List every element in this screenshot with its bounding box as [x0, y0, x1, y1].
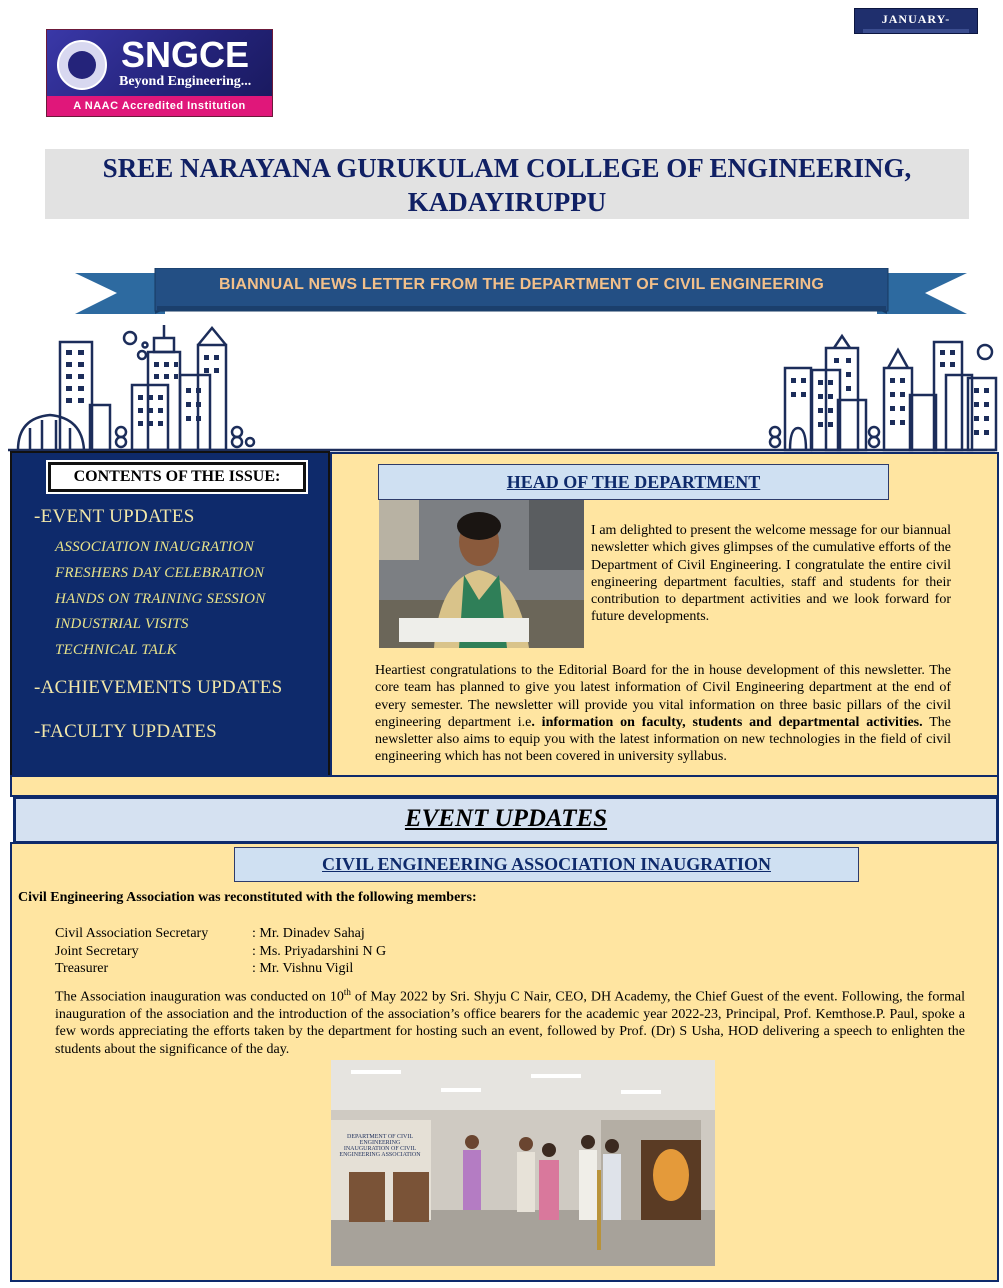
contents-event-item: TECHNICAL TALK — [55, 642, 177, 658]
section-divider — [10, 775, 999, 797]
date-suffix: th — [343, 987, 351, 997]
association-title: CIVIL ENGINEERING ASSOCIATION INAUGRATION — [234, 847, 859, 882]
logo-name: SNGCE — [121, 34, 250, 75]
contents-event-item: FRESHERS DAY CELEBRATION — [55, 565, 265, 581]
association-intro: Civil Engineering Association was reconstituted with the following members: — [18, 890, 477, 905]
member-name: : Ms. Priyadarshini N G — [252, 944, 387, 959]
event-photo — [331, 1060, 715, 1266]
member-role: Civil Association Secretary — [55, 926, 209, 941]
contents-faculty: -FACULTY UPDATES — [34, 721, 218, 742]
contents-title: CONTENTS OF THE ISSUE: — [48, 462, 306, 492]
college-name-line2: KADAYIRUPPU — [407, 187, 607, 217]
ribbon-title: BIANNUAL NEWS LETTER FROM THE DEPARTMENT OF CIVIL ENGINEERING — [218, 276, 825, 293]
contents-event-updates: -EVENT UPDATES — [34, 506, 195, 527]
contents-event-item: ASSOCIATION INAUGRATION — [55, 539, 254, 555]
hod-paragraph-emphasis: . information on faculty, students and departmental activities. — [531, 714, 923, 730]
event-updates-banner: EVENT UPDATES — [13, 796, 999, 844]
hod-paragraph — [375, 662, 951, 766]
hod-welcome-message: I am delighted to present the welcome message for our biannual newsletter which gives glimpses of the cumulative efforts of the Department of Civil Engineering. I congratulate the entire civil engineering department faculties, staff and students for their contribution to department activities and we look forward for future developments. — [591, 523, 951, 625]
logo-tagline: Beyond Engineering... — [119, 74, 252, 89]
association-description-text: The Association inauguration was conducted on 10 — [55, 989, 344, 1005]
college-name-header — [45, 149, 969, 219]
issue-month-text: JANUARY- — [881, 12, 951, 26]
contents-event-item: INDUSTRIAL VISITS — [55, 616, 189, 632]
hod-title: HEAD OF THE DEPARTMENT — [378, 464, 889, 500]
photo-banner-line1: DEPARTMENT OF CIVIL ENGINEERING — [347, 1134, 413, 1146]
member-role: Joint Secretary — [55, 944, 139, 959]
college-name-line1: SREE NARAYANA GURUKULAM COLLEGE OF ENGINEERING, — [102, 153, 912, 183]
association-description — [55, 984, 965, 1058]
hod-paragraph-text-end: The newsletter also aims to equip you with the latest information on new technologies in the field of civil engineering which has not been covered in university syllabus. — [375, 714, 951, 765]
city-skyline-icon — [0, 320, 1003, 452]
emblem-icon — [57, 40, 107, 90]
college-logo — [46, 29, 273, 117]
association-description-text-end: of May 2022 by Sri. Shyju C Nair, CEO, DH Academy, the Chief Guest of the event. Following, the formal inauguration of the association and the introduction of the association’s office bearers for the academic year 2022-23, Principal, Prof. Kemthose.P. Paul, spoke a few words appreciating the efforts taken by the department for hosting such an event, followed by Prof. (Dr) S Usha, HOD delivering a speech to enlighten the students about the significance of the day. — [55, 989, 965, 1057]
photo-banner-line2: INAUGURATION OF CIVIL ENGINEERING ASSOCIATION — [339, 1146, 421, 1158]
issue-month-badge — [854, 8, 978, 34]
hod-paragraph-text: Heartiest congratulations to the Editorial Board for the in house development of this newsletter. The core team has planned to give you latest information of Civil Engineering department at the end of every semester. The newsletter will provide you vital information on three basic pillars of the civil engineering department i.e — [375, 663, 951, 730]
member-name: : Mr. Dinadev Sahaj — [252, 926, 365, 941]
hod-photo — [379, 500, 584, 648]
logo-accreditation: A NAAC Accredited Institution — [47, 96, 272, 116]
member-name: : Mr. Vishnu Vigil — [252, 961, 354, 976]
member-role: Treasurer — [55, 961, 109, 976]
contents-event-item: HANDS ON TRAINING SESSION — [55, 591, 266, 607]
contents-achievements: -ACHIEVEMENTS UPDATES — [34, 677, 283, 698]
